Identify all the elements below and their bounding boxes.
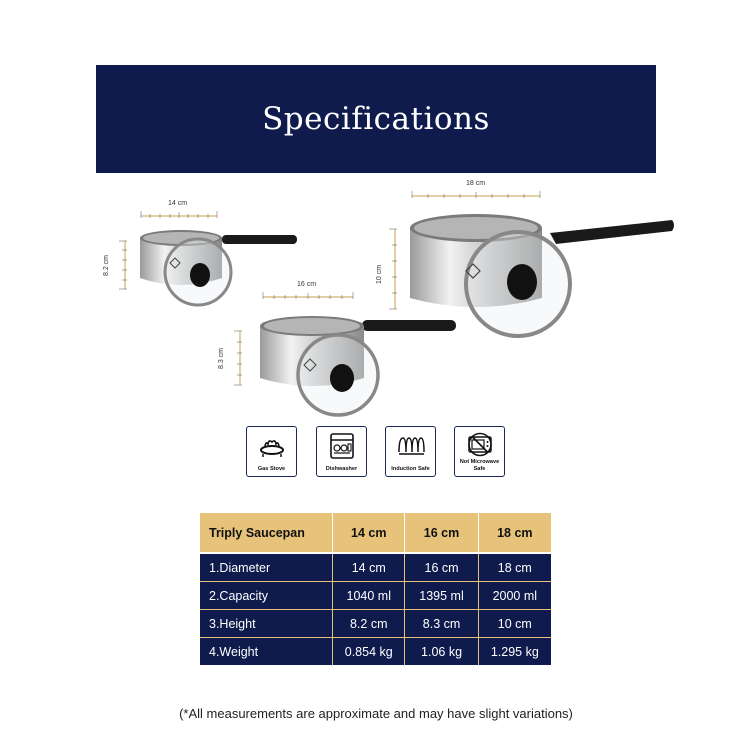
- large-pan-height-ruler: [386, 228, 398, 310]
- gas-stove-card: [246, 426, 297, 477]
- table-cell: 8.3 cm: [405, 610, 478, 638]
- medium-pan-height-label: 8.3 cm: [218, 347, 226, 370]
- dishwasher-card: [316, 426, 367, 477]
- no-microwave-icon: [466, 432, 494, 458]
- table-cell: 2.Capacity: [200, 582, 333, 610]
- table-row: [200, 610, 551, 638]
- dishwasher-icon: [328, 432, 356, 460]
- dishwasher-label: Dishwasher: [325, 465, 358, 472]
- table-row: [200, 638, 551, 666]
- table-cell: 1.295 kg: [478, 638, 551, 666]
- small-pan-height-ruler: [116, 240, 128, 290]
- table-cell: 1.06 kg: [405, 638, 478, 666]
- small-pan-width-label: 14 cm: [168, 200, 188, 207]
- table-cell: 0.854 kg: [333, 638, 405, 666]
- small-pan-height-label: 8.2 cm: [103, 254, 111, 277]
- page-title: Specifications: [262, 101, 490, 137]
- induction-label: Induction Safe: [391, 465, 430, 472]
- no-microwave-label: Not Microwave Safe: [459, 459, 500, 472]
- measurement-footnote: (*All measurements are approximate and may have slight variations): [179, 706, 573, 721]
- table-cell: 14 cm: [333, 553, 405, 582]
- induction-card: [385, 426, 436, 477]
- specifications-banner: [96, 65, 656, 173]
- table-cell: 18 cm: [478, 553, 551, 582]
- large-pan-height-label: 10 cm: [376, 264, 384, 285]
- table-cell: 2000 ml: [478, 582, 551, 610]
- table-cell: 4.Weight: [200, 638, 333, 666]
- medium-pan-width-label: 16 cm: [297, 281, 317, 288]
- gas-stove-label: Gas Stove: [257, 465, 286, 472]
- table-cell: 10 cm: [478, 610, 551, 638]
- table-header-cell: 18 cm: [478, 513, 551, 553]
- table-row: [200, 582, 551, 610]
- feature-icons: [246, 426, 508, 480]
- gas-stove-icon: [258, 432, 286, 460]
- table-cell: 1040 ml: [333, 582, 405, 610]
- medium-pan-width-ruler: [262, 290, 354, 300]
- table-cell: 1395 ml: [405, 582, 478, 610]
- table-cell: 16 cm: [405, 553, 478, 582]
- large-pan-width-label: 18 cm: [466, 180, 486, 187]
- table-row: [200, 553, 551, 582]
- table-cell: 8.2 cm: [333, 610, 405, 638]
- table-header-cell: Triply Saucepan: [200, 513, 333, 553]
- table-header-row: [200, 513, 551, 553]
- no-microwave-card: [454, 426, 505, 477]
- large-saucepan-image: [400, 198, 678, 346]
- induction-coil-icon: [397, 432, 425, 460]
- table-header-cell: 14 cm: [333, 513, 405, 553]
- table-cell: 3.Height: [200, 610, 333, 638]
- small-pan-width-ruler: [140, 209, 218, 219]
- table-header-cell: 16 cm: [405, 513, 478, 553]
- medium-pan-height-ruler: [231, 330, 243, 386]
- table-cell: 1.Diameter: [200, 553, 333, 582]
- specification-table: [200, 513, 551, 665]
